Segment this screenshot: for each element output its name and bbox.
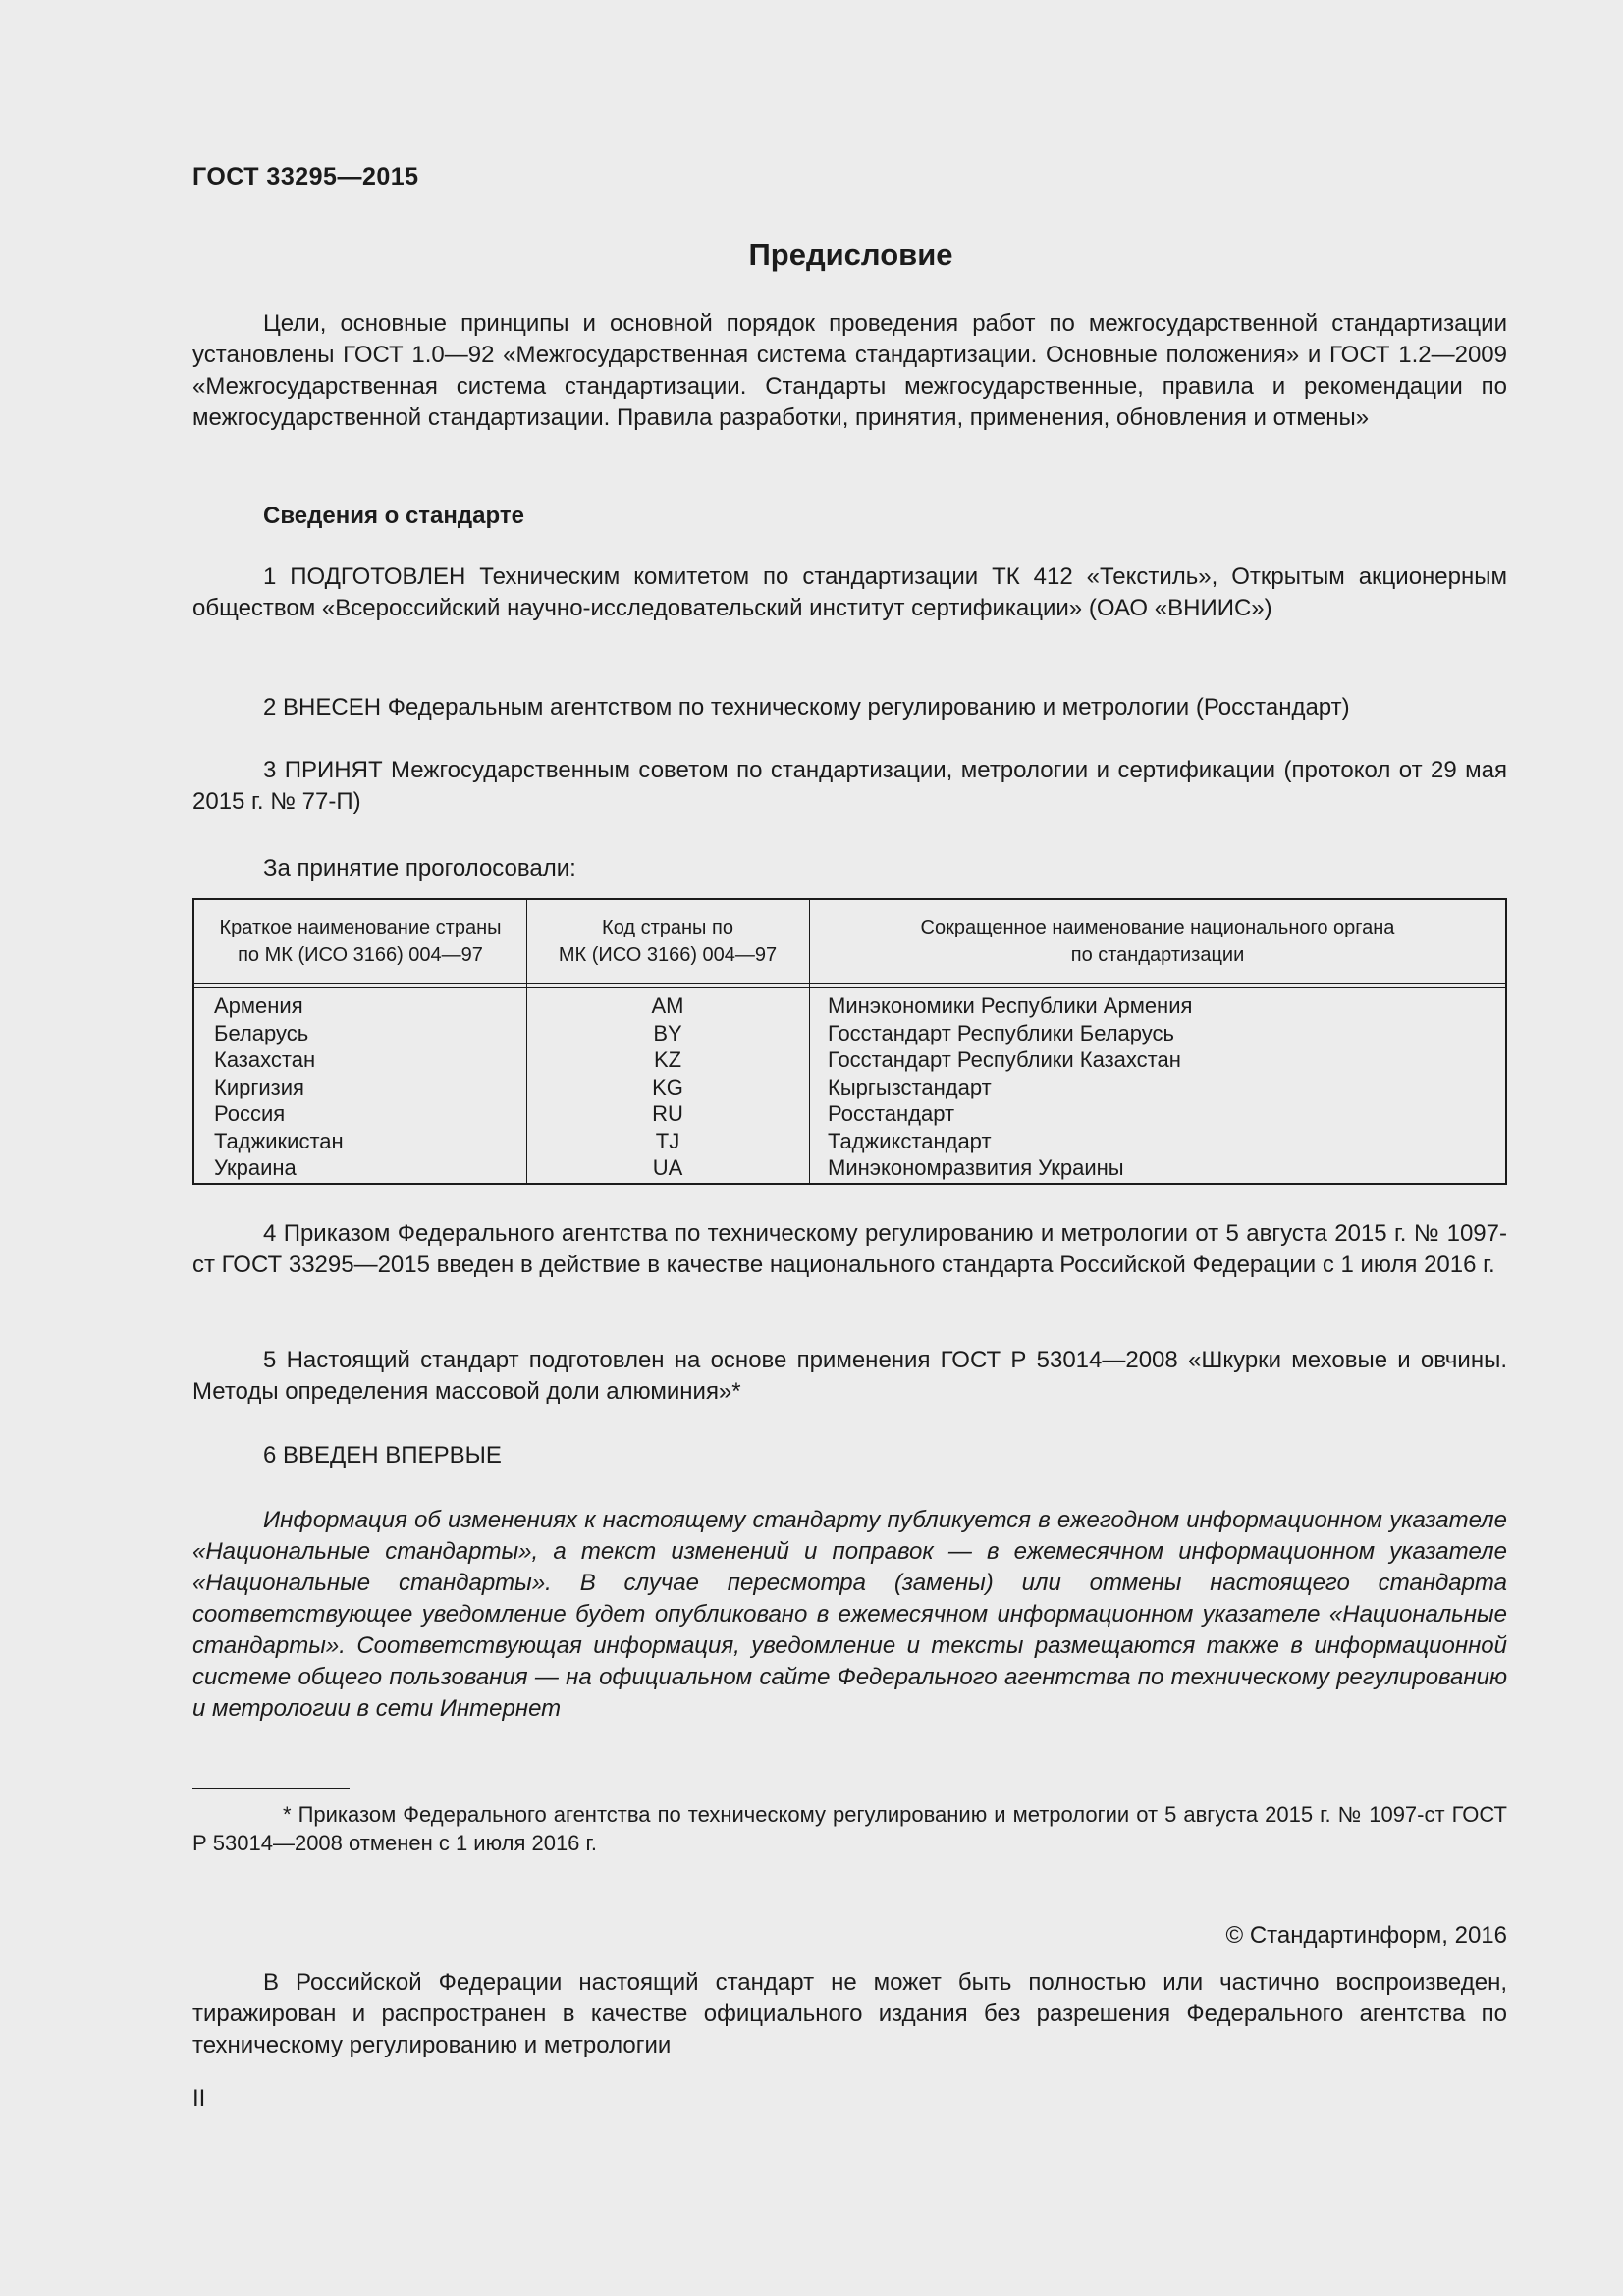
- table-header-country: [194, 914, 526, 969]
- code-column: [526, 992, 809, 1182]
- table-cell-body: Кыргызстандарт: [828, 1074, 992, 1099]
- table-cell-body: Росстандарт: [828, 1101, 955, 1126]
- page-title: Предисловие: [748, 238, 953, 272]
- header-text: по МК (ИСО 3166) 004—97: [238, 944, 483, 966]
- intro-paragraph: [192, 308, 1507, 434]
- item-1: [192, 561, 1507, 624]
- table-cell-country: Беларусь: [214, 1020, 309, 1045]
- table-cell-code: KZ: [653, 1047, 682, 1072]
- item-5-text: 5 Настоящий стандарт подготовлен на основе применения ГОСТ Р 53014—2008 «Шкурки меховые и овчины. Методы определения массовой доли алюминия»*: [192, 1347, 1507, 1405]
- item-4-text: 4 Приказом Федерального агентства по техническому регулированию и метрологии от 5 августа 2015 г. № 1097-ст ГОСТ 33295—2015 введен в действие в качестве национального стандарта Российской Федерации с 1 июля 2016 г.: [192, 1220, 1507, 1278]
- header-text: по стандартизации: [1070, 944, 1245, 966]
- item-6: 6 ВВЕДЕН ВПЕРВЫЕ: [263, 1442, 502, 1468]
- table-cell-country: Таджикистан: [214, 1128, 344, 1153]
- table-cell-country: Армения: [214, 993, 303, 1018]
- table-cell-body: Минэкономики Республики Армения: [828, 993, 1193, 1018]
- item-3: [192, 755, 1507, 818]
- voted-label: За принятие проголосовали:: [263, 855, 576, 881]
- changes-info-text: Информация об изменениях к настоящему стандарту публикуется в ежегодном информационном указателе «Национальные стандарты», а текст изменений и поправок — в ежемесячном информационном указателе «Национальные стандарты». В случае пересмотра (замены) или отмены настоящего стандарта соответствующее уведомление будет опубликовано в ежемесячном информационном указателе «Национальные стандарты». Соответствующая информация, уведомление и тексты размещаются также в информационной системе общего пользования — на официальном сайте Федерального агентства по техническому регулированию и метрологии в сети Интернет: [192, 1507, 1507, 1722]
- table-cell-body: Госстандарт Республики Беларусь: [828, 1020, 1174, 1045]
- table-cell-code: KG: [652, 1074, 683, 1099]
- body-column: [828, 992, 1192, 1182]
- table-header-body: [809, 914, 1506, 969]
- footnote: [192, 1800, 1507, 1857]
- table-header-code: [526, 914, 809, 969]
- header-text: Сокращенное наименование национального органа: [920, 917, 1395, 938]
- rights-notice: [192, 1967, 1507, 2061]
- item-3-text: 3 ПРИНЯТ Межгосударственным советом по стандартизации, метрологии и сертификации (протокол от 29 мая 2015 г. № 77-П): [192, 757, 1507, 815]
- changes-info: [192, 1505, 1507, 1725]
- table-cell-body: Госстандарт Республики Казахстан: [828, 1047, 1181, 1072]
- item-5: [192, 1345, 1507, 1408]
- table-cell-code: UA: [652, 1155, 683, 1180]
- copyright: © Стандартинформ, 2016: [1225, 1922, 1507, 1949]
- header-text: Краткое наименование страны: [219, 917, 502, 938]
- voting-table: [192, 898, 1507, 1185]
- header-text: МК (ИСО 3166) 004—97: [558, 944, 778, 966]
- table-cell-code: RU: [652, 1101, 683, 1126]
- item-4: [192, 1218, 1507, 1281]
- item-2: [192, 692, 1507, 723]
- header-text: Код страны по: [602, 917, 733, 938]
- item-1-text: 1 ПОДГОТОВЛЕН Техническим комитетом по стандартизации ТК 412 «Текстиль», Открытым акционерным обществом «Всероссийский научно-исследовательский институт сертификации» (ОАО «ВНИИС»): [192, 563, 1507, 621]
- document-header: ГОСТ 33295—2015: [192, 163, 419, 190]
- table-cell-body: Минэкономразвития Украины: [828, 1155, 1124, 1180]
- table-header-divider: [194, 983, 1505, 988]
- table-cell-body: Таджикстандарт: [828, 1128, 992, 1153]
- table-cell-country: Россия: [214, 1101, 286, 1126]
- table-cell-country: Киргизия: [214, 1074, 304, 1099]
- page-number: II: [192, 2085, 206, 2111]
- table-cell-country: Украина: [214, 1155, 297, 1180]
- table-cell-code: TJ: [655, 1128, 680, 1153]
- info-heading: Сведения о стандарте: [263, 503, 524, 529]
- footnote-separator: [192, 1788, 350, 1789]
- intro-text: Цели, основные принципы и основной порядок проведения работ по межгосударственной стандартизации установлены ГОСТ 1.0—92 «Межгосударственная система стандартизации. Основные положения» и ГОСТ 1.2—2009 «Межгосударственная система стандартизации. Стандарты межгосударственные, правила и рекомендации по межгосударственной стандартизации. Правила разработки, принятия, применения, обновления и отмены»: [192, 310, 1507, 431]
- table-cell-code: AM: [651, 993, 684, 1018]
- table-cell-code: BY: [653, 1020, 682, 1045]
- table-cell-country: Казахстан: [214, 1047, 316, 1072]
- footnote-text: * Приказом Федерального агентства по техническому регулированию и метрологии от 5 августа 2015 г. № 1097-ст ГОСТ Р 53014—2008 отменен с 1 июля 2016 г.: [192, 1802, 1507, 1855]
- item-2-text: 2 ВНЕСЕН Федеральным агентством по техническому регулированию и метрологии (Росстандарт): [263, 694, 1350, 721]
- country-column: [214, 992, 344, 1182]
- rights-text: В Российской Федерации настоящий стандарт не может быть полностью или частично воспроизведен, тиражирован и распространен в качестве официального издания без разрешения Федерального агентства по техническому регулированию и метрологии: [192, 1969, 1507, 2058]
